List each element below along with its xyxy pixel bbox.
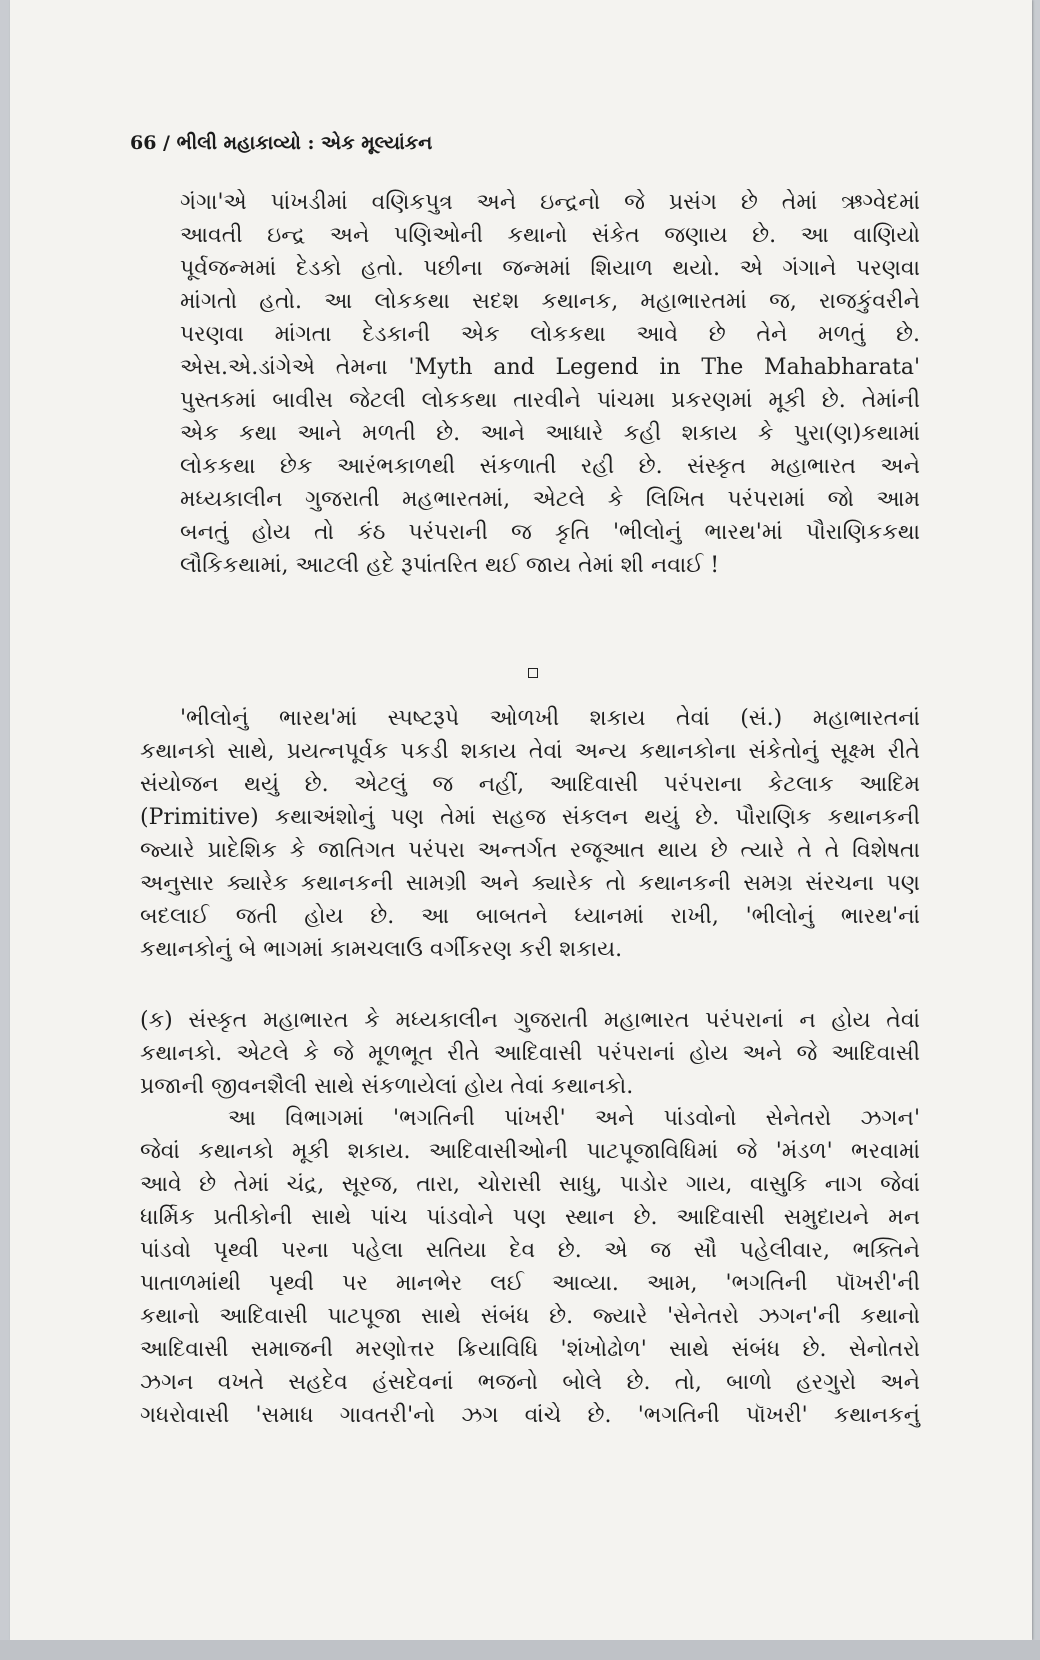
text-line: ઝગન વખતે સહદેવ હંસદેવનાં ભજનો બોલે છે. તો, બાળો હરગુરો અને <box>140 1370 920 1395</box>
text-line: આ વિભાગમાં 'ભગતિની પાંખરી' અને પાંડવોનો સેનેતરો ઝગન' <box>228 1106 920 1131</box>
paragraph-3 <box>140 1004 920 1103</box>
text-line: બનતું હોય તો કંઠ પરંપરાની જ કૃતિ 'ભીલોનું ભારથ'માં પૌરાણિકકથા <box>180 520 920 545</box>
text-line: પ્રજાની જીવનશૈલી સાથે સંકળાયેલાં હોય તેવાં કથાનકો. <box>140 1074 634 1099</box>
paragraph-4 <box>140 1102 920 1432</box>
text-line: ધાર્મિક પ્રતીકોની સાથે પાંચ પાંડવોને પણ સ્થાન છે. આદિવાસી સમુદાયને મન <box>140 1205 920 1230</box>
text-line: આવે છે તેમાં ચંદ્ર, સૂરજ, તારા, ચોરાસી સાધુ, પાડોર ગાય, વાસુકિ નાગ જેવાં <box>140 1172 920 1197</box>
text-line: આદિવાસી સમાજની મરણોત્તર ક્રિયાવિધિ 'શંખોઢોળ' સાથે સંબંધ છે. સેનોતરો <box>140 1337 920 1362</box>
text-line: પરણવા માંગતા દેડકાની એક લોકકથા આવે છે તેને મળતું છે. <box>180 322 920 347</box>
text-line: (Primitive) કથાઅંશોનું પણ તેમાં સહજ સંકલન થયું છે. પૌરાણિક કથાનકની <box>140 805 920 830</box>
paragraph-2 <box>140 702 920 966</box>
text-line: કથાનકો. એટલે કે જે મૂળભૂત રીતે આદિવાસી પરંપરાનાં હોય અને જે આદિવાસી <box>140 1041 920 1066</box>
text-line: એસ.એ.ડાંગેએ તેમના 'Myth and Legend in The Mahabharata' <box>180 355 920 380</box>
text-line: પૂર્વજન્મમાં દેડકો હતો. પછીના જન્મમાં શિયાળ થયો. એ ગંગાને પરણવા <box>180 256 920 281</box>
text-line: પાતાળમાંથી પૃથ્વી પર માનભેર લઈ આવ્યા. આમ, 'ભગતિની પૉખરી'ની <box>140 1271 920 1296</box>
text-line: પાંડવો પૃથ્વી પરના પહેલા સતિયા દેવ છે. એ જ સૌ પહેલીવાર, ભક્તિને <box>140 1238 920 1263</box>
text-line: આવતી ઇન્દ્ર અને પણિઓની કથાનો સંકેત જણાય છે. આ વાણિયો <box>180 223 920 248</box>
text-line: એક કથા આને મળતી છે. આને આધારે કહી શકાય કે પુરા(ણ)કથામાં <box>180 421 920 446</box>
text-line: 'ભીલોનું ભારથ'માં સ્પષ્ટરૂપે ઓળખી શકાય તેવાં (સં.) મહાભારતનાં <box>180 706 920 731</box>
book-page <box>10 0 1032 1640</box>
text-line: મધ્યકાલીન ગુજરાતી મહભારતમાં, એટલે કે લિખિત પરંપરામાં જો આમ <box>180 487 920 512</box>
text-line: લોકકથા છેક આરંભકાળથી સંકળાતી રહી છે. સંસ્કૃત મહાભારત અને <box>180 454 920 479</box>
text-line: કથાનકોનું બે ભાગમાં કામચલાઉ વર્ગીકરણ કરી શકાય. <box>140 937 623 962</box>
text-line: લૌકિકથામાં, આટલી હદે રૂપાંતરિત થઈ જાય તેમાં શી નવાઈ ! <box>180 553 720 578</box>
text-line: સંયોજન થયું છે. એટલું જ નહીં, આદિવાસી પરંપરાના કેટલાક આદિમ <box>140 772 920 797</box>
text-line: માંગતો હતો. આ લોકકથા સદશ કથાનક, મહાભારતમાં જ, રાજકુંવરીને <box>180 289 920 314</box>
text-line: ગધરોવાસી 'સમાધ ગાવતરી'નો ઝગ વાંચે છે. 'ભગતિની પૉખરી' કથાનકનું <box>140 1403 920 1428</box>
hollow-square-icon <box>528 668 538 678</box>
running-header: 66 / ભીલી મહાકાવ્યો : એક મૂલ્યાંકન <box>130 132 433 154</box>
text-line: જેવાં કથાનકો મૂકી શકાય. આદિવાસીઓની પાટપૂજાવિધિમાં જે 'મંડળ' ભરવામાં <box>140 1139 920 1164</box>
text-line: બદલાઈ જતી હોય છે. આ બાબતને ધ્યાનમાં રાખી, 'ભીલોનું ભારથ'નાં <box>140 904 920 929</box>
text-line: (ક) સંસ્કૃત મહાભારત કે મધ્યકાલીન ગુજરાતી મહાભારત પરંપરાનાં ન હોય તેવાં <box>140 1008 920 1033</box>
text-line: જ્યારે પ્રાદેશિક કે જાતિગત પરંપરા અન્તર્ગત રજૂઆત થાય છે ત્યારે તે તે વિશેષતા <box>140 838 920 863</box>
text-line: કથાનો આદિવાસી પાટપૂજા સાથે સંબંધ છે. જ્યારે 'સેનેતરો ઝગન'ની કથાનો <box>140 1304 920 1329</box>
text-line: કથાનકો સાથે, પ્રયત્નપૂર્વક પકડી શકાય તેવાં અન્ય કથાનકોના સંકેતોનું સૂક્ષ્મ રીતે <box>140 739 920 764</box>
text-line: ગંગા'એ પાંખડીમાં વણિકપુત્ર અને ઇન્દ્રનો જે પ્રસંગ છે તેમાં ઋગ્વેદમાં <box>180 190 920 215</box>
text-line: અનુસાર ક્યારેક કથાનકની સામગ્રી અને ક્યારેક તો કથાનકની સમગ્ર સંરચના પણ <box>140 871 920 896</box>
text-line: પુસ્તકમાં બાવીસ જેટલી લોકકથા તારવીને પાંચમા પ્રકરણમાં મૂકી છે. તેમાંની <box>180 388 920 413</box>
scan-background-edge <box>0 1640 1040 1660</box>
paragraph-1 <box>180 186 920 582</box>
